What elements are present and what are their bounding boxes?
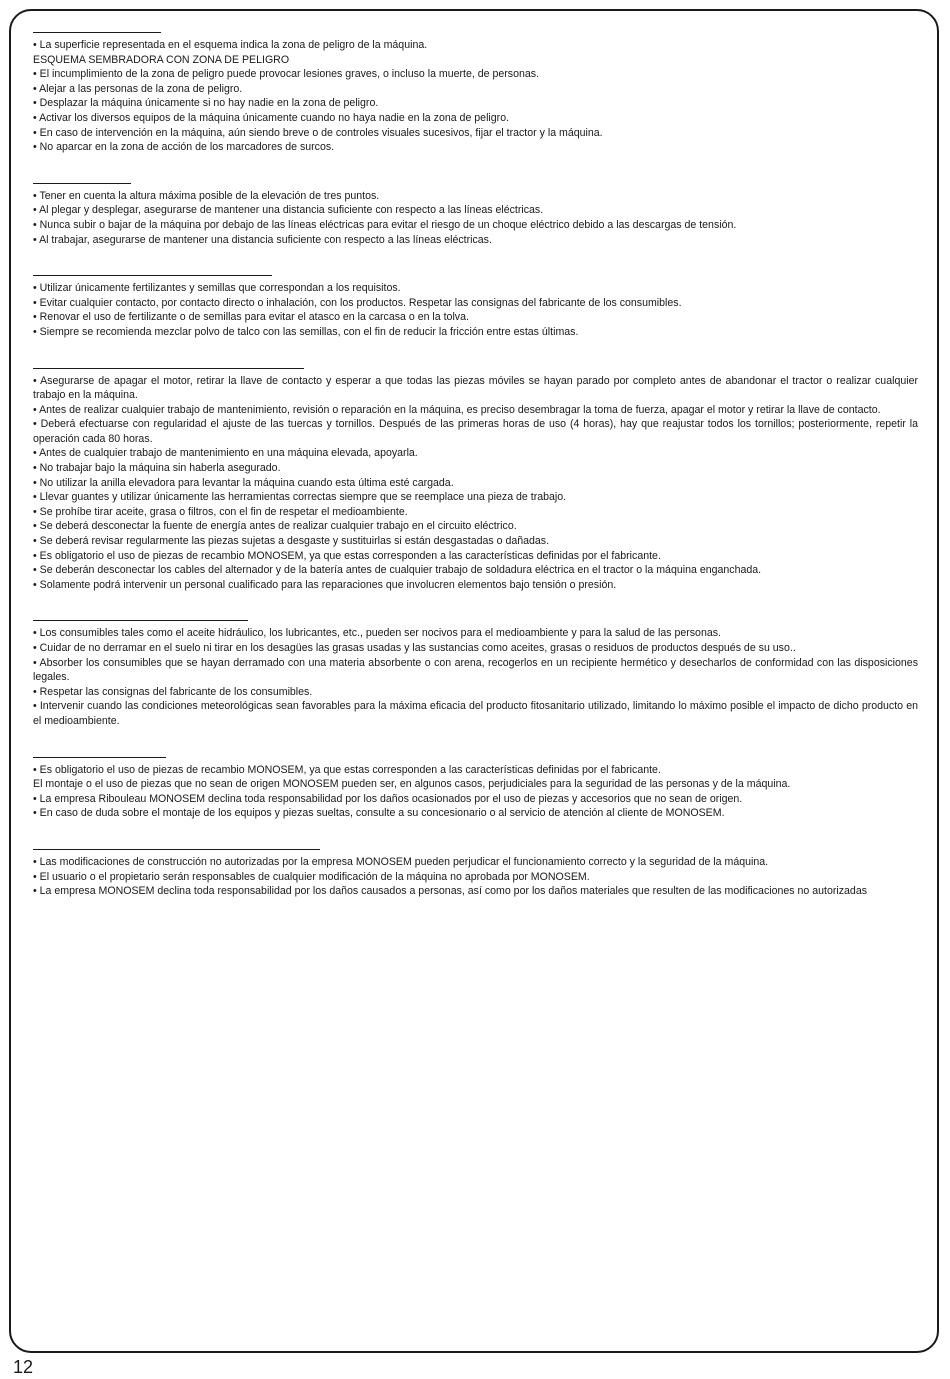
text-line: • Nunca subir o bajar de la máquina por debajo de las líneas eléctricas para evitar el riesgo de un choque eléctrico debido a las descargas de tensión.: [33, 218, 737, 231]
text-line: • En caso de intervención en la máquina, aún siendo breve o de controles visuales sucesivos, fijar el tractor y la máquina.: [33, 126, 603, 139]
text-line: • Desplazar la máquina únicamente si no hay nadie en la zona de peligro.: [33, 97, 379, 110]
text-line: • En caso de duda sobre el montaje de los equipos y piezas sueltas, consulte a su concesionario o al servicio de atención al cliente de MONOSEM.: [33, 807, 725, 820]
text-line: • Se deberá revisar regularmente las piezas sujetas a desgaste y sustituirlas si están desgastadas o dañadas.: [33, 535, 550, 548]
section-fertilizers-seeds: [33, 275, 918, 339]
section-modifications: [33, 849, 918, 899]
text-line: • El incumplimiento de la zona de peligro puede provocar lesiones graves, o incluso la muerte, de personas.: [33, 68, 540, 81]
section-heading-rule: [33, 32, 161, 33]
text-line: • Intervenir cuando las condiciones meteorológicas sean favorables para la máxima eficacia del producto fitosanitario utilizado, limitando lo máximo posible el impacto de dicho producto en el medioambiente.: [33, 700, 918, 727]
text-line: • Alejar a las personas de la zona de peligro.: [33, 82, 243, 95]
text-line: • No aparcar en la zona de acción de los marcadores de surcos.: [33, 141, 335, 154]
text-line: • Renovar el uso de fertilizante o de semillas para evitar el atasco en la carcasa o en la tolva.: [33, 311, 469, 324]
text-line: • Deberá efectuarse con regularidad el ajuste de las tuercas y tornillos. Después de las primeras horas de uso (4 horas), hay que reajustar todos los tornillos; posteriormente, repetir la operación cada 80 horas.: [33, 418, 918, 445]
text-line: • Activar los diversos equipos de la máquina únicamente cuando no haya nadie en la zona de peligro.: [33, 111, 510, 124]
text-line: • Evitar cualquier contacto, por contacto directo o inhalación, con los productos. Respetar las consignas del fabricante de los consumibles.: [33, 296, 682, 309]
section-heading-rule: [33, 757, 166, 758]
text-line: • Los consumibles tales como el aceite hidráulico, los lubricantes, etc., pueden ser nocivos para el medioambiente y para la salud de las personas.: [33, 627, 721, 640]
text-line: • La empresa MONOSEM declina toda responsabilidad por los daños causados a personas, así como por los daños materiales que resulten de las modificaciones no autorizadas: [33, 885, 868, 898]
text-line: • Se deberán desconectar los cables del alternador y de la batería antes de cualquier trabajo de soldadura eléctrica en el tractor o la máquina enganchada.: [33, 564, 762, 577]
section-heading-rule: [33, 620, 248, 621]
text-line: • Asegurarse de apagar el motor, retirar la llave de contacto y esperar a que todas las piezas móviles se hayan parado por completo antes de abandonar el tractor o realizar cualquier trabajo en la máquina.: [33, 374, 918, 402]
text-line: • Siempre se recomienda mezclar polvo de talco con las semillas, con el fin de reducir la fricción entre estas últimas.: [33, 325, 579, 338]
text-line: • No trabajar bajo la máquina sin haberla asegurado.: [33, 462, 281, 475]
section-heading-rule: [33, 275, 272, 276]
section-heading-rule: [33, 183, 131, 184]
text-line: ESQUEMA SEMBRADORA CON ZONA DE PELIGRO: [33, 53, 290, 66]
document-body: [33, 32, 918, 927]
text-line: • La superficie representada en el esquema indica la zona de peligro de la máquina.: [33, 39, 428, 51]
text-line: • Antes de cualquier trabajo de mantenimiento en una máquina elevada, apoyarla.: [33, 447, 418, 460]
text-line: El montaje o el uso de piezas que no sean de origen MONOSEM pueden ser, en algunos casos, perjudiciales para la seguridad de las personas y de la máquina.: [33, 778, 791, 791]
section-consumables-environment: [33, 620, 918, 728]
section-heading-rule: [33, 849, 320, 850]
text-line: • No utilizar la anilla elevadora para levantar la máquina cuando esta última esté cargada.: [33, 476, 454, 489]
text-line: • Antes de realizar cualquier trabajo de mantenimiento, revisión o reparación en la máquina, es preciso desembragar la toma de fuerza, apagar el motor y retirar la llave de contacto.: [33, 403, 881, 416]
section-electric-lines: [33, 183, 918, 247]
text-line: • Respetar las consignas del fabricante de los consumibles.: [33, 685, 313, 698]
text-line: • Tener en cuenta la altura máxima posible de la elevación de tres puntos.: [33, 189, 380, 202]
text-line: • Cuidar de no derramar en el suelo ni tirar en los desagües las grasas usadas y las sustancias como aceites, grasas o residuos de productos después de su uso..: [33, 642, 796, 654]
text-line: • Al trabajar, asegurarse de mantener una distancia suficiente con respecto a las líneas eléctricas.: [33, 233, 492, 246]
section-danger-zone: [33, 32, 918, 155]
text-line: • El usuario o el propietario serán responsables de cualquier modificación de la máquina no aprobada por MONOSEM.: [33, 870, 590, 883]
text-line: • Utilizar únicamente fertilizantes y semillas que correspondan a los requisitos.: [33, 282, 401, 295]
text-line: • Es obligatorio el uso de piezas de recambio MONOSEM, ya que estas corresponden a las características definidas por el fabricante.: [33, 763, 661, 776]
section-maintenance: [33, 368, 918, 593]
text-line: • Al plegar y desplegar, asegurarse de mantener una distancia suficiente con respecto a las líneas eléctricas.: [33, 204, 544, 217]
text-line: • Solamente podrá intervenir un personal cualificado para las reparaciones que involucren elementos bajo tensión o presión.: [33, 578, 617, 591]
text-line: • La empresa Ribouleau MONOSEM declina toda responsabilidad por los daños ocasionados por el uso de piezas y accesorios que no sean de origen.: [33, 792, 743, 805]
section-heading-rule: [33, 368, 304, 369]
text-line: • Se prohíbe tirar aceite, grasa o filtros, con el fin de respetar el medioambiente.: [33, 505, 408, 518]
section-spare-parts: [33, 757, 918, 821]
text-line: • Las modificaciones de construcción no autorizadas por la empresa MONOSEM pueden perjudicar el funcionamiento correcto y la seguridad de la máquina.: [33, 855, 769, 868]
text-line: • Se deberá desconectar la fuente de energía antes de realizar cualquier trabajo en el circuito eléctrico.: [33, 520, 517, 533]
text-line: • Es obligatorio el uso de piezas de recambio MONOSEM, ya que estas corresponden a las características definidas por el fabricante.: [33, 549, 661, 562]
text-line: • Llevar guantes y utilizar únicamente las herramientas correctas siempre que se reemplace una pieza de trabajo.: [33, 491, 567, 504]
text-line: • Absorber los consumibles que se hayan derramado con una materia absorbente o con arena, recogerlos en un recipiente hermético y desecharlos de conformidad con las disposiciones legales.: [33, 656, 918, 684]
page-number: 12: [13, 1357, 34, 1377]
